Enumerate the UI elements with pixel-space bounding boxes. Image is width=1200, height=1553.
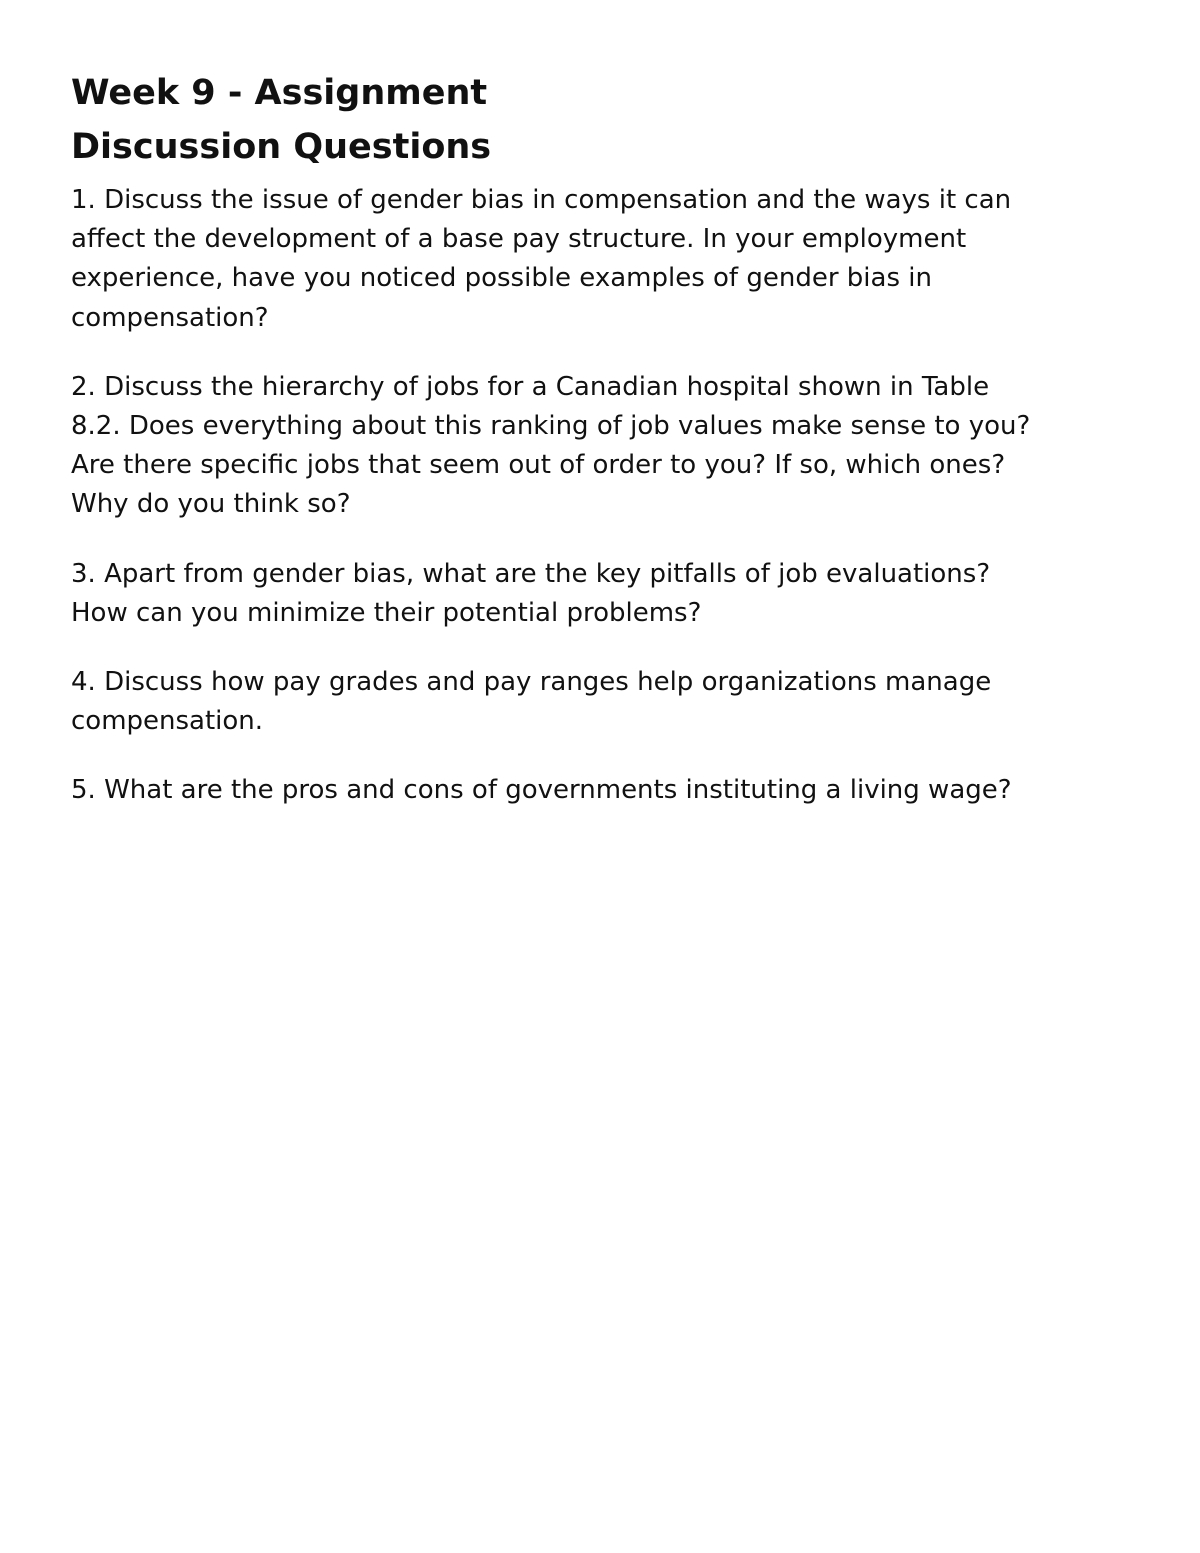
document-page (71, 66, 1131, 811)
question-1: 1. Discuss the issue of gender bias in compensation and the ways it can affect the development of a base pay structure. In your employment experience, have you noticed possible examples of gender bias in compensation? (71, 185, 1012, 333)
question-4: 4. Discuss how pay grades and pay ranges help organizations manage compensation. (71, 667, 992, 737)
question-5: 5. What are the pros and cons of governments instituting a living wage? (71, 775, 1012, 806)
section-heading: Discussion Questions (71, 127, 492, 167)
question-3: 3. Apart from gender bias, what are the key pitfalls of job evaluations? How can you minimize their potential problems? (71, 558, 991, 628)
question-2: 2. Discuss the hierarchy of jobs for a Canadian hospital shown in Table 8.2. Does everything about this ranking of job values make sense to you? Are there specific jobs that seem out of order to you? If so, which ones? Why do you think so? (71, 371, 1031, 520)
page-title: Week 9 - Assignment (71, 73, 488, 113)
